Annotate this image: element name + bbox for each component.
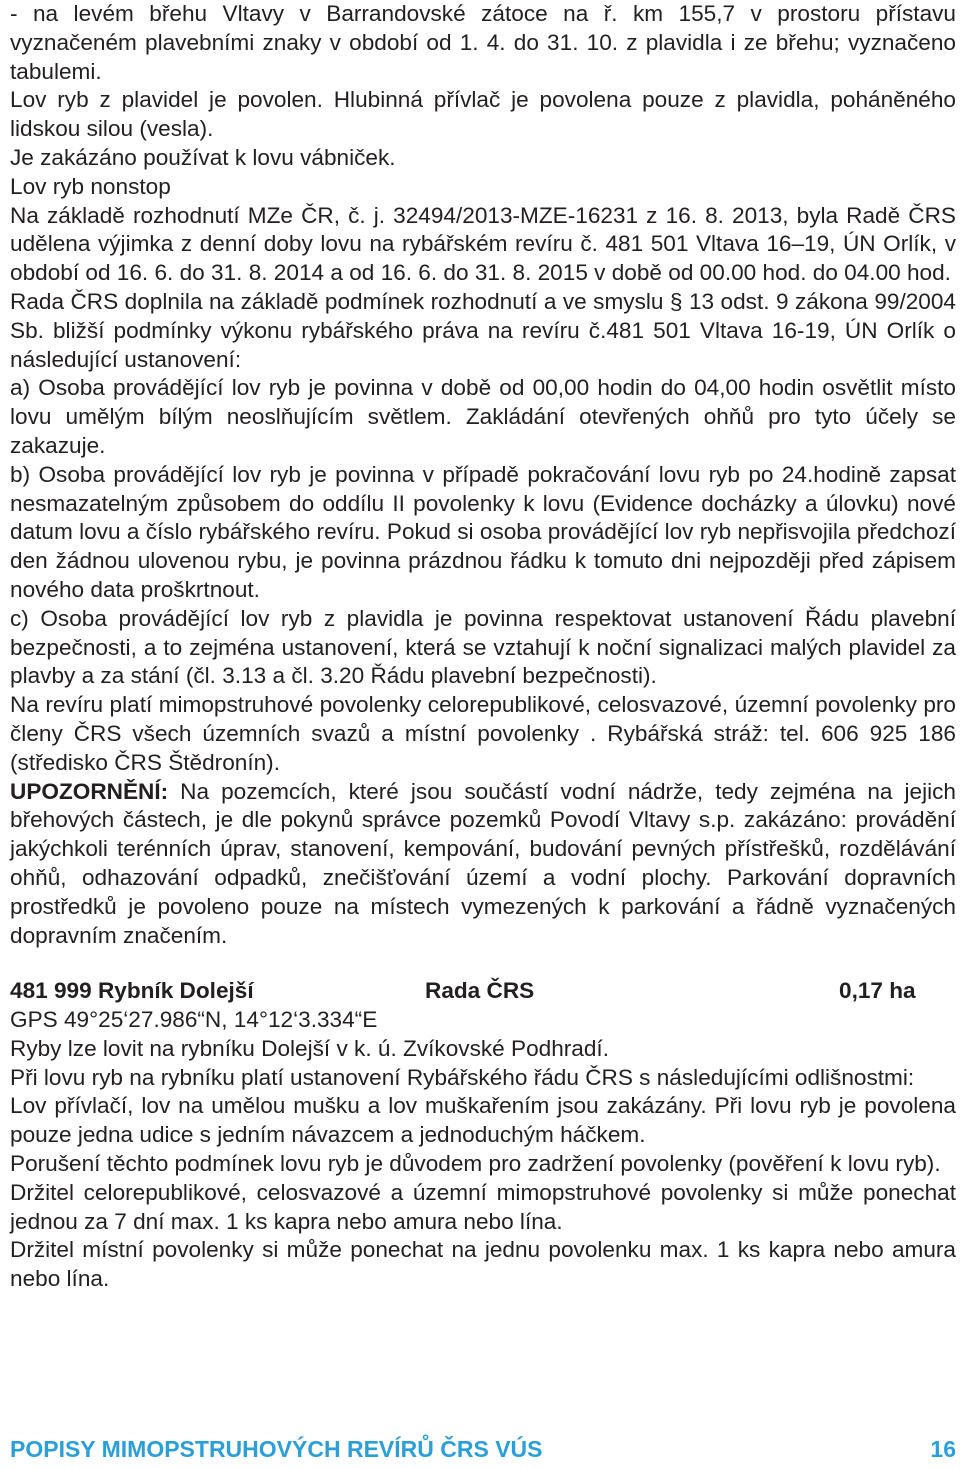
paragraph-lures: Je zakázáno používat k lovu vábniček. xyxy=(10,144,396,170)
paragraph-pond-local-permit: Držitel místní povolenky si může ponechat na jednu povolenku max. 1 ks kapra nebo amura nebo lína. xyxy=(10,1237,956,1292)
footer-title: POPISY MIMOPSTRUHOVÝCH REVÍRŮ ČRS VÚS xyxy=(10,1436,543,1462)
paragraph-pond-national-permit: Držitel celorepublikové, celosvazové a územní mimopstruhové povolenky si může ponechat jednou za 7 dní max. 1 ks kapra nebo amura nebo lína. xyxy=(10,1179,956,1234)
paragraph-rule-c: c) Osoba provádějící lov ryb z plavidla je povinna respektovat ustanovení Řádu plavební bezpečnosti, a to zejména ustanovení, která se vztahují k noční signalizaci malých plavidel za plavby a za stání (čl. 3.13 a čl. 3.20 Řádu plavební bezpečnosti). xyxy=(10,605,956,689)
warning-text: Na pozemcích, které jsou součástí vodní nádrže, tedy zejména na jejich břehových částech, je dle pokynů správce pozemků Povodí Vltavy s.p. zakázáno: provádění jakýchkoli terénních úprav, stanovení, kempování, budování pevných přístřešků, rozdělávání ohňů, odhazování odpadků, znečišťování území a vodní plochy. Parkování dopravních prostředků je povoleno pouze na místech vymezených k parkování a řádně vyznačených dopravním značením. xyxy=(10,778,956,948)
district-org: Rada ČRS xyxy=(425,978,535,1004)
paragraph-location: - na levém břehu Vltavy v Barrandovské zátoce na ř. km 155,7 v prostoru přístavu vyznačeném plavebními znaky v období od 1. 4. do 31. 10. z plavidla i ze břehu; vyznačeno tabulemi. xyxy=(10,1,956,84)
district-heading xyxy=(10,977,956,1006)
paragraph-pond-bans: Lov přívlačí, lov na umělou mušku a lov muškařením jsou zakázány. Při lovu ryb je povolena pouze jedna udice s jedním návazcem a jednoduchým háčkem. xyxy=(10,1093,956,1148)
paragraph-exemption: Na základě rozhodnutí MZe ČR, č. j. 32494/2013-MZE-16231 z 16. 8. 2013, byla Radě ČRS udělena výjimka z denní doby lovu na rybářském revíru č. 481 501 Vltava 16–19, ÚN Orlík, v období od 16. 6. do 31. 8. 2014 a od 16. 6. do 31. 8. 2015 v době od 00.00 hod. do 04.00 hod. xyxy=(10,202,956,286)
paragraph-rules-intro: Rada ČRS doplnila na základě podmínek rozhodnutí a ve smyslu § 13 odst. 9 zákona 99/2004 Sb. bližší podmínky výkonu rybářského práva na revíru č.481 501 Vltava 16-19, ÚN Orlík o následující ustanovení: xyxy=(10,288,956,372)
paragraph-rule-b: b) Osoba provádějící lov ryb je povinna v případě pokračování lovu ryb po 24.hodině zapsat nesmazatelným způsobem do oddílu II povolenky k lovu (Evidence docházky a úlovku) nové datum lovu a číslo rybářského revíru. Pokud si osoba provádějící lov ryb nepřisvojila předchozí den žádnou ulovenou rybu, je povinna prázdnou řádku k tomuto dni nejpozději před zápisem nového data proškrtnout. xyxy=(10,461,956,602)
document-body xyxy=(10,0,956,1294)
paragraph-permits: Na revíru platí mimopstruhové povolenky celorepublikové, celosvazové, územní povolenky pro členy ČRS všech územních svazů a místní povolenky . Rybářská stráž: tel. 606 925 186 (středisko ČRS Štědronín). xyxy=(10,692,956,775)
paragraph-pond-violation: Porušení těchto podmínek lovu ryb je důvodem pro zadržení povolenky (pověření k lovu ryb). xyxy=(10,1151,941,1177)
district-name: 481 999 Rybník Dolejší xyxy=(10,978,254,1004)
paragraph-pond: Ryby lze lovit na rybníku Dolejší v k. ú. Zvíkovské Podhradí. xyxy=(10,1035,609,1061)
paragraph-nonstop: Lov ryb nonstop xyxy=(10,173,171,199)
paragraph-rule-a: a) Osoba provádějící lov ryb je povinna v době od 00,00 hodin do 04,00 hodin osvětlit místo lovu umělým bílým neoslňujícím světlem. Zakládání otevřených ohňů pro tyto účely se zakazuje. xyxy=(10,375,956,458)
page-footer xyxy=(10,1434,956,1464)
section-gap xyxy=(10,950,956,977)
district-area: 0,17 ha xyxy=(839,978,916,1004)
gps-coordinates: GPS 49°25‘27.986“N, 14°12‘3.334“E xyxy=(10,1007,378,1033)
paragraph-boats: Lov ryb z plavidel je povolen. Hlubinná přívlač je povolena pouze z plavidla, poháněného lidskou silou (vesla). xyxy=(10,87,956,142)
paragraph-warning xyxy=(10,778,956,951)
paragraph-pond-rules: Při lovu ryb na rybníku platí ustanovení Rybářského řádu ČRS s následujícími odlišnostmi: xyxy=(10,1064,915,1090)
page-number: 16 xyxy=(930,1436,956,1462)
warning-label: UPOZORNĚNÍ: xyxy=(10,778,169,804)
